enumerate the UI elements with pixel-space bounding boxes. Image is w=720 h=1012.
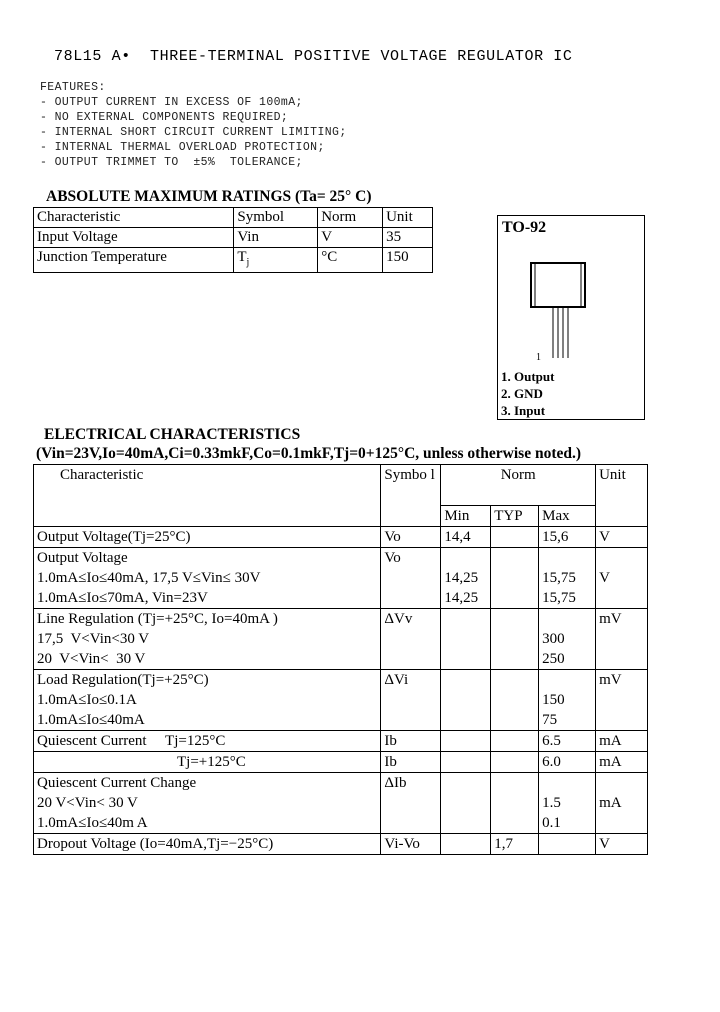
abs-max-heading: ABSOLUTE MAXIMUM RATINGS (Ta= 25° C) (46, 188, 372, 205)
cell-line: 15,75 (542, 590, 576, 606)
table-cell (539, 548, 596, 609)
cell-line: mV (599, 672, 622, 688)
cell-line (444, 670, 487, 690)
elec-conditions: (Vin=23V,Io=40mA,Ci=0.33mkF,Co=0.1mkF,Tj=0+125°C, unless otherwise noted.) (36, 445, 582, 462)
table-cell: 150 (383, 248, 433, 273)
cell-line (599, 773, 644, 793)
features-heading: FEATURES: (40, 81, 106, 94)
table-cell (596, 527, 648, 548)
cell-line (444, 752, 487, 772)
electrical-table (33, 464, 648, 855)
feature-item: - INTERNAL SHORT CIRCUIT CURRENT LIMITING; (40, 126, 347, 139)
table-cell (491, 670, 539, 731)
cell-line: ΔVv (384, 611, 413, 627)
table-cell (596, 609, 648, 670)
table-cell (596, 548, 648, 609)
cell-line: 1.0mA≤Io≤40m A (37, 815, 148, 831)
pin-item: 2. GND (501, 386, 543, 401)
features-list (40, 80, 347, 170)
table-cell (491, 773, 539, 834)
table-cell (381, 609, 441, 670)
cell-line: Ib (384, 754, 397, 770)
cell-line: Vo (384, 529, 401, 545)
table-cell (596, 731, 648, 752)
cell-line: 15,6 (542, 529, 569, 545)
table-row (34, 609, 648, 670)
table-cell (441, 527, 491, 548)
pin-item: 1. Output (501, 369, 555, 384)
to92-package-icon (498, 216, 644, 366)
cell-line: 14,4 (444, 529, 471, 545)
feature-item: - NO EXTERNAL COMPONENTS REQUIRED; (40, 111, 289, 124)
table-cell (596, 773, 648, 834)
cell-line (444, 609, 487, 629)
cell-line: 1.5 (542, 795, 561, 811)
cell-line (599, 548, 644, 568)
table-cell (441, 752, 491, 773)
feature-item: - INTERNAL THERMAL OVERLOAD PROTECTION; (40, 141, 325, 154)
table-cell (34, 527, 381, 548)
symbol-text: T (237, 249, 247, 265)
cell-line: 250 (542, 651, 565, 667)
cell-line: Quiescent Current Change (37, 775, 197, 791)
cell-line: mA (599, 754, 622, 770)
cell-line: ΔVi (384, 672, 409, 688)
table-cell (381, 731, 441, 752)
page-title: 78L15 A• THREE-TERMINAL POSITIVE VOLTAGE REGULATOR IC (54, 48, 573, 65)
cell-line: Output Voltage (37, 550, 128, 566)
cell-line (542, 548, 592, 568)
table-cell (539, 752, 596, 773)
cell-line: 17,5 V<Vin<30 V (37, 631, 150, 647)
table-cell (491, 548, 539, 609)
header-cell: Min (441, 506, 491, 527)
table-cell (539, 834, 596, 855)
table-header-row (34, 465, 648, 506)
package-box (497, 215, 645, 420)
elec-heading: ELECTRICAL CHARACTERISTICS (44, 426, 301, 443)
abs-max-table (33, 207, 433, 273)
table-cell (491, 731, 539, 752)
feature-item: - OUTPUT CURRENT IN EXCESS OF 100mA; (40, 96, 303, 109)
cell-line: V (599, 570, 610, 586)
table-row (34, 548, 648, 609)
cell-line: 20 V<Vin< 30 V (37, 651, 146, 667)
header-cell: TYP (491, 506, 539, 527)
table-row (34, 834, 648, 855)
cell-line: Quiescent Current Tj=125°C (37, 733, 226, 749)
pin-list (501, 368, 554, 419)
table-cell (381, 752, 441, 773)
table-cell (441, 773, 491, 834)
cell-line (444, 731, 487, 751)
table-cell (381, 527, 441, 548)
cell-line: 1.0mA≤Io≤70mA, Vin=23V (37, 590, 208, 606)
table-cell (441, 609, 491, 670)
table-cell (381, 548, 441, 609)
table-cell (539, 527, 596, 548)
package-name: TO-92 (502, 219, 547, 236)
cell-line (494, 773, 535, 793)
table-cell (441, 834, 491, 855)
table-cell: Input Voltage (34, 228, 234, 248)
table-cell (381, 834, 441, 855)
table-cell (539, 609, 596, 670)
subscript-text: j (246, 257, 250, 268)
table-cell: 35 (383, 228, 433, 248)
table-cell (34, 609, 381, 670)
table-cell (596, 670, 648, 731)
table-cell (34, 834, 381, 855)
cell-line: V (599, 529, 610, 545)
table-cell (441, 670, 491, 731)
table-cell (34, 752, 381, 773)
table-cell (234, 248, 318, 273)
cell-line (494, 670, 535, 690)
cell-line: mA (599, 795, 622, 811)
table-row (34, 527, 648, 548)
cell-line: Vo (384, 550, 401, 566)
cell-line (444, 548, 487, 568)
pin-marker: 1 (536, 352, 541, 363)
cell-line (542, 834, 592, 854)
table-cell (34, 773, 381, 834)
cell-line: mV (599, 611, 622, 627)
table-cell (34, 548, 381, 609)
table-cell: Junction Temperature (34, 248, 234, 273)
cell-line (542, 609, 592, 629)
cell-line (494, 752, 535, 772)
table-cell: V (318, 228, 383, 248)
cell-line: 0.1 (542, 815, 561, 831)
cell-line: mA (599, 733, 622, 749)
cell-line: 1.0mA≤Io≤40mA, 17,5 V≤Vin≤ 30V (37, 570, 261, 586)
cell-line (542, 773, 592, 793)
header-cell: Unit (383, 208, 433, 228)
table-cell (596, 752, 648, 773)
cell-line: V (599, 836, 610, 852)
cell-line: Line Regulation (Tj=+25°C, Io=40mA ) (37, 611, 278, 627)
table-cell (491, 609, 539, 670)
cell-line: Output Voltage(Tj=25°C) (37, 529, 191, 545)
cell-line: 15,75 (542, 570, 576, 586)
cell-line: ΔIb (384, 775, 407, 791)
cell-line: 1,7 (494, 836, 513, 852)
header-cell: Max (539, 506, 596, 527)
table-header-row (34, 208, 433, 228)
table-cell (491, 834, 539, 855)
cell-line: 6.0 (542, 754, 561, 770)
pin-item: 3. Input (501, 403, 546, 418)
table-cell: °C (318, 248, 383, 273)
table-cell (441, 731, 491, 752)
cell-line: 150 (542, 692, 565, 708)
table-row (34, 228, 433, 248)
cell-line: 1.0mA≤Io≤40mA (37, 712, 145, 728)
cell-line: 300 (542, 631, 565, 647)
cell-line: 1.0mA≤Io≤0.1A (37, 692, 137, 708)
table-cell: Vin (234, 228, 318, 248)
header-cell: Symbol (234, 208, 318, 228)
cell-line (444, 834, 487, 854)
table-row (34, 752, 648, 773)
cell-line: 14,25 (444, 570, 479, 586)
cell-line: 20 V<Vin< 30 V (37, 795, 138, 811)
table-cell (381, 670, 441, 731)
table-cell (441, 548, 491, 609)
header-cell: Characteristic (34, 208, 234, 228)
table-row (34, 670, 648, 731)
table-cell (34, 731, 381, 752)
table-cell (539, 773, 596, 834)
cell-line (494, 527, 535, 547)
cell-line (542, 670, 592, 690)
cell-line (494, 731, 535, 751)
header-cell: Unit (596, 465, 648, 527)
header-cell: Characteristic (34, 465, 381, 527)
table-cell (34, 670, 381, 731)
table-cell (596, 834, 648, 855)
table-row (34, 248, 433, 273)
table-row (34, 773, 648, 834)
table-cell (539, 731, 596, 752)
table-row (34, 731, 648, 752)
table-cell (491, 752, 539, 773)
cell-line: Load Regulation(Tj=+25°C) (37, 672, 209, 688)
table-cell (539, 670, 596, 731)
table-cell (381, 773, 441, 834)
cell-line: Ib (384, 733, 397, 749)
cell-line (444, 773, 487, 793)
cell-line: Vi-Vo (384, 836, 420, 852)
cell-line: 75 (542, 712, 558, 728)
cell-line: 14,25 (444, 590, 479, 606)
cell-line: Dropout Voltage (Io=40mA,Tj=−25°C) (37, 836, 274, 852)
cell-line: 6.5 (542, 733, 561, 749)
cell-line (494, 548, 535, 568)
cell-line (494, 609, 535, 629)
header-cell: Norm (318, 208, 383, 228)
header-cell: Symbo l (381, 465, 441, 527)
table-cell (491, 527, 539, 548)
feature-item: - OUTPUT TRIMMET TO ±5% TOLERANCE; (40, 156, 303, 169)
header-cell: Norm (441, 465, 596, 506)
cell-line: Tj=+125°C (177, 754, 246, 770)
